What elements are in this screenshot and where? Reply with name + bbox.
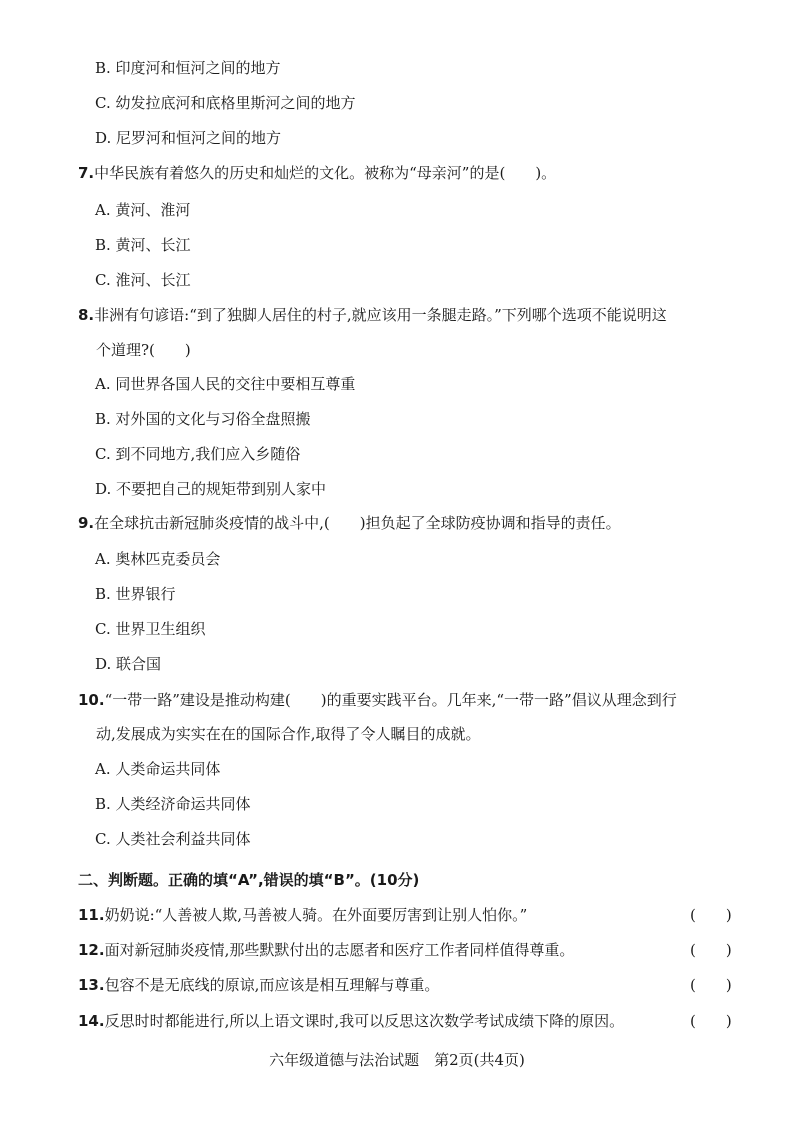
q9-option-c: C. 世界卫生组织 (95, 620, 206, 638)
page-footer: 六年级道德与法治试题 第2页(共4页) (269, 1051, 525, 1069)
q6-option-b: B. 印度河和恒河之间的地方 (95, 59, 281, 77)
q10-option-b: B. 人类经济命运共同体 (95, 795, 251, 813)
judgment-text: 包容不是无底线的原谅,而应该是相互理解与尊重。 (104, 976, 440, 994)
judgment-item (78, 905, 527, 925)
q10-option-c: C. 人类社会利益共同体 (95, 830, 251, 848)
judgment-number: 13. (78, 976, 105, 994)
judgment-item (78, 1011, 624, 1031)
q7-text: 中华民族有着悠久的历史和灿烂的文化。被称为“母亲河”的是( )。 (94, 164, 557, 182)
q8-stem (78, 305, 667, 325)
judgment-item (78, 940, 574, 960)
q7-stem (78, 163, 556, 183)
answer-blank: ( ) (690, 1012, 732, 1030)
q8-option-d: D. 不要把自己的规矩带到别人家中 (95, 480, 327, 498)
answer-blank: ( ) (690, 906, 732, 924)
q9-text: 在全球抗击新冠肺炎疫情的战斗中,( )担负起了全球防疫协调和指导的责任。 (94, 514, 621, 532)
judgment-text: 面对新冠肺炎疫情,那些默默付出的志愿者和医疗工作者同样值得尊重。 (104, 941, 575, 959)
q6-option-d: D. 尼罗河和恒河之间的地方 (95, 129, 282, 147)
q10-option-a: A. 人类命运共同体 (95, 760, 221, 778)
q9-option-b: B. 世界银行 (95, 585, 176, 603)
q8-option-b: B. 对外国的文化与习俗全盘照搬 (95, 410, 311, 428)
judgment-number: 14. (78, 1012, 105, 1030)
q10-stem (78, 690, 677, 710)
q9-stem (78, 513, 621, 533)
q8-text-line2: 个道理?( ) (96, 341, 191, 359)
q10-text-line2: 动,发展成为实实在在的国际合作,取得了令人瞩目的成就。 (96, 725, 481, 743)
judgment-number: 11. (78, 906, 105, 924)
judgment-text: 奶奶说:“人善被人欺,马善被人骑。在外面要厉害到让别人怕你。” (104, 906, 528, 924)
q7-option-a: A. 黄河、淮河 (95, 201, 191, 219)
q9-number: 9. (78, 514, 95, 532)
q7-option-b: B. 黄河、长江 (95, 236, 191, 254)
q7-option-c: C. 淮河、长江 (95, 271, 191, 289)
judgment-text: 反思时时都能进行,所以上语文课时,我可以反思这次数学考试成绩下降的原因。 (104, 1012, 625, 1030)
answer-blank: ( ) (690, 976, 732, 994)
judgment-item (78, 975, 439, 995)
q7-number: 7. (78, 164, 95, 182)
q6-option-c: C. 幼发拉底河和底格里斯河之间的地方 (95, 94, 356, 112)
q9-option-d: D. 联合国 (95, 655, 162, 673)
q8-number: 8. (78, 306, 95, 324)
answer-blank: ( ) (690, 941, 732, 959)
judgment-number: 12. (78, 941, 105, 959)
section2-title: 二、判断题。正确的填“A”,错误的填“B”。(10分) (78, 871, 420, 889)
q9-option-a: A. 奥林匹克委员会 (95, 550, 221, 568)
q8-option-a: A. 同世界各国人民的交往中要相互尊重 (95, 375, 356, 393)
q8-option-c: C. 到不同地方,我们应入乡随俗 (95, 445, 301, 463)
q10-text-line1: “一带一路”建设是推动构建( )的重要实践平台。几年来,“一带一路”倡议从理念到行 (104, 691, 677, 709)
q8-text-line1: 非洲有句谚语:“到了独脚人居住的村子,就应该用一条腿走路。”下列哪个选项不能说明这 (94, 306, 667, 324)
q10-number: 10. (78, 691, 105, 709)
